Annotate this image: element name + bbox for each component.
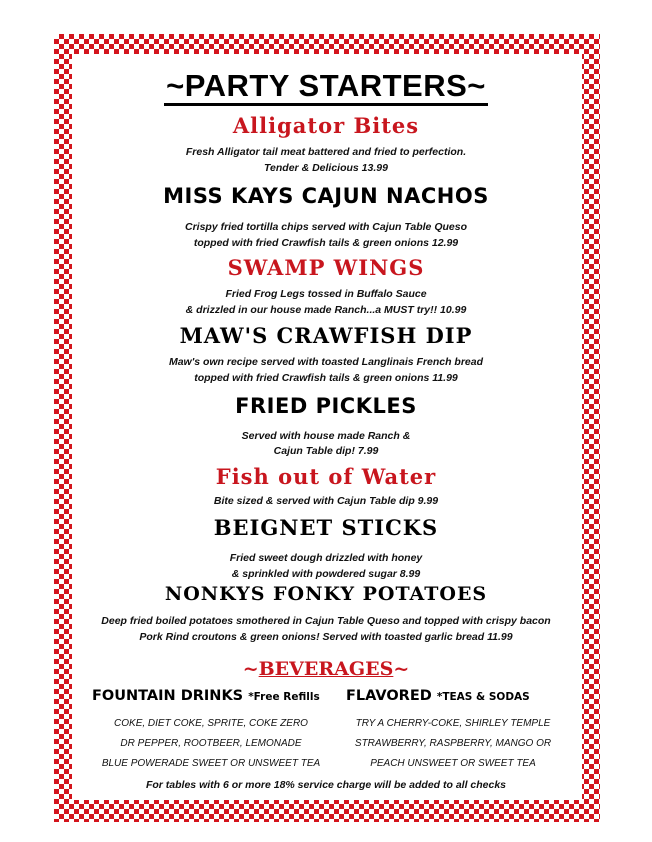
item-desc: & sprinkled with powdered sugar 8.99 [231, 568, 421, 580]
item-desc: Fried sweet dough drizzled with honey [229, 552, 423, 564]
beverage-line: BLUE POWERADE SWEET OR UNSWEET TEA [101, 758, 321, 769]
item-name-swamp-wings: SWAMP WINGS [227, 255, 425, 280]
item-name-fish-out-of-water: Fish out of Water [215, 464, 437, 489]
item-desc: Maw's own recipe served with toasted Langlinais French bread [168, 356, 484, 368]
fountain-drinks-heading: FOUNTAIN DRINKS *Free Refills [92, 688, 320, 704]
item-desc: Bite sized & served with Cajun Table dip 9.99 [213, 495, 439, 507]
beverages-title: ~BEVERAGES~ [242, 658, 410, 680]
beverage-line: TRY A CHERRY-COKE, SHIRLEY TEMPLE [355, 718, 551, 729]
item-name-fonky-potatoes: NONKYS FONKY POTATOES [164, 583, 488, 605]
item-desc: Tender & Delicious 13.99 [264, 162, 388, 174]
item-name-fried-pickles: FRIED PICKLES [235, 394, 417, 418]
page-title: ~PARTY STARTERS~ [0, 68, 652, 104]
flavored-heading: FLAVORED *TEAS & SODAS [346, 688, 530, 704]
item-desc: Pork Rind croutons & green onions! Served with toasted garlic bread 11.99 [139, 631, 513, 643]
item-desc: Deep fried boiled potatoes smothered in Cajun Table Queso and topped with crispy bacon [101, 615, 551, 627]
fountain-drinks-list [81, 714, 341, 774]
item-desc: Served with house made Ranch & [241, 430, 411, 442]
beverage-line: COKE, DIET COKE, SPRITE, COKE ZERO [114, 718, 308, 729]
item-desc: Cajun Table dip! 7.99 [273, 445, 379, 457]
item-desc: Fried Frog Legs tossed in Buffalo Sauce [225, 288, 427, 300]
item-desc: Crispy fried tortilla chips served with Cajun Table Queso [184, 221, 467, 233]
item-name-cajun-nachos: MISS KAYS CAJUN NACHOS [163, 184, 489, 208]
item-desc: Fresh Alligator tail meat battered and fried to perfection. [185, 146, 467, 158]
beverage-line: STRAWBERRY, RASPBERRY, MANGO OR [354, 738, 552, 749]
item-desc: & drizzled in our house made Ranch...a MUST try!! 10.99 [185, 304, 467, 316]
item-name-beignet-sticks: BEIGNET STICKS [213, 515, 439, 540]
item-desc: topped with fried Crawfish tails & green onions 11.99 [194, 372, 458, 384]
item-desc: topped with fried Crawfish tails & green onions 12.99 [193, 237, 459, 249]
service-charge-note: For tables with 6 or more 18% service charge will be added to all checks [145, 779, 507, 791]
beverage-line: DR PEPPER, ROOTBEER, LEMONADE [120, 738, 302, 749]
item-name-alligator-bites: Alligator Bites [232, 113, 420, 138]
flavored-drinks-list [323, 714, 583, 774]
item-name-crawfish-dip: MAW'S CRAWFISH DIP [179, 323, 473, 348]
beverage-line: PEACH UNSWEET OR SWEET TEA [370, 758, 536, 769]
